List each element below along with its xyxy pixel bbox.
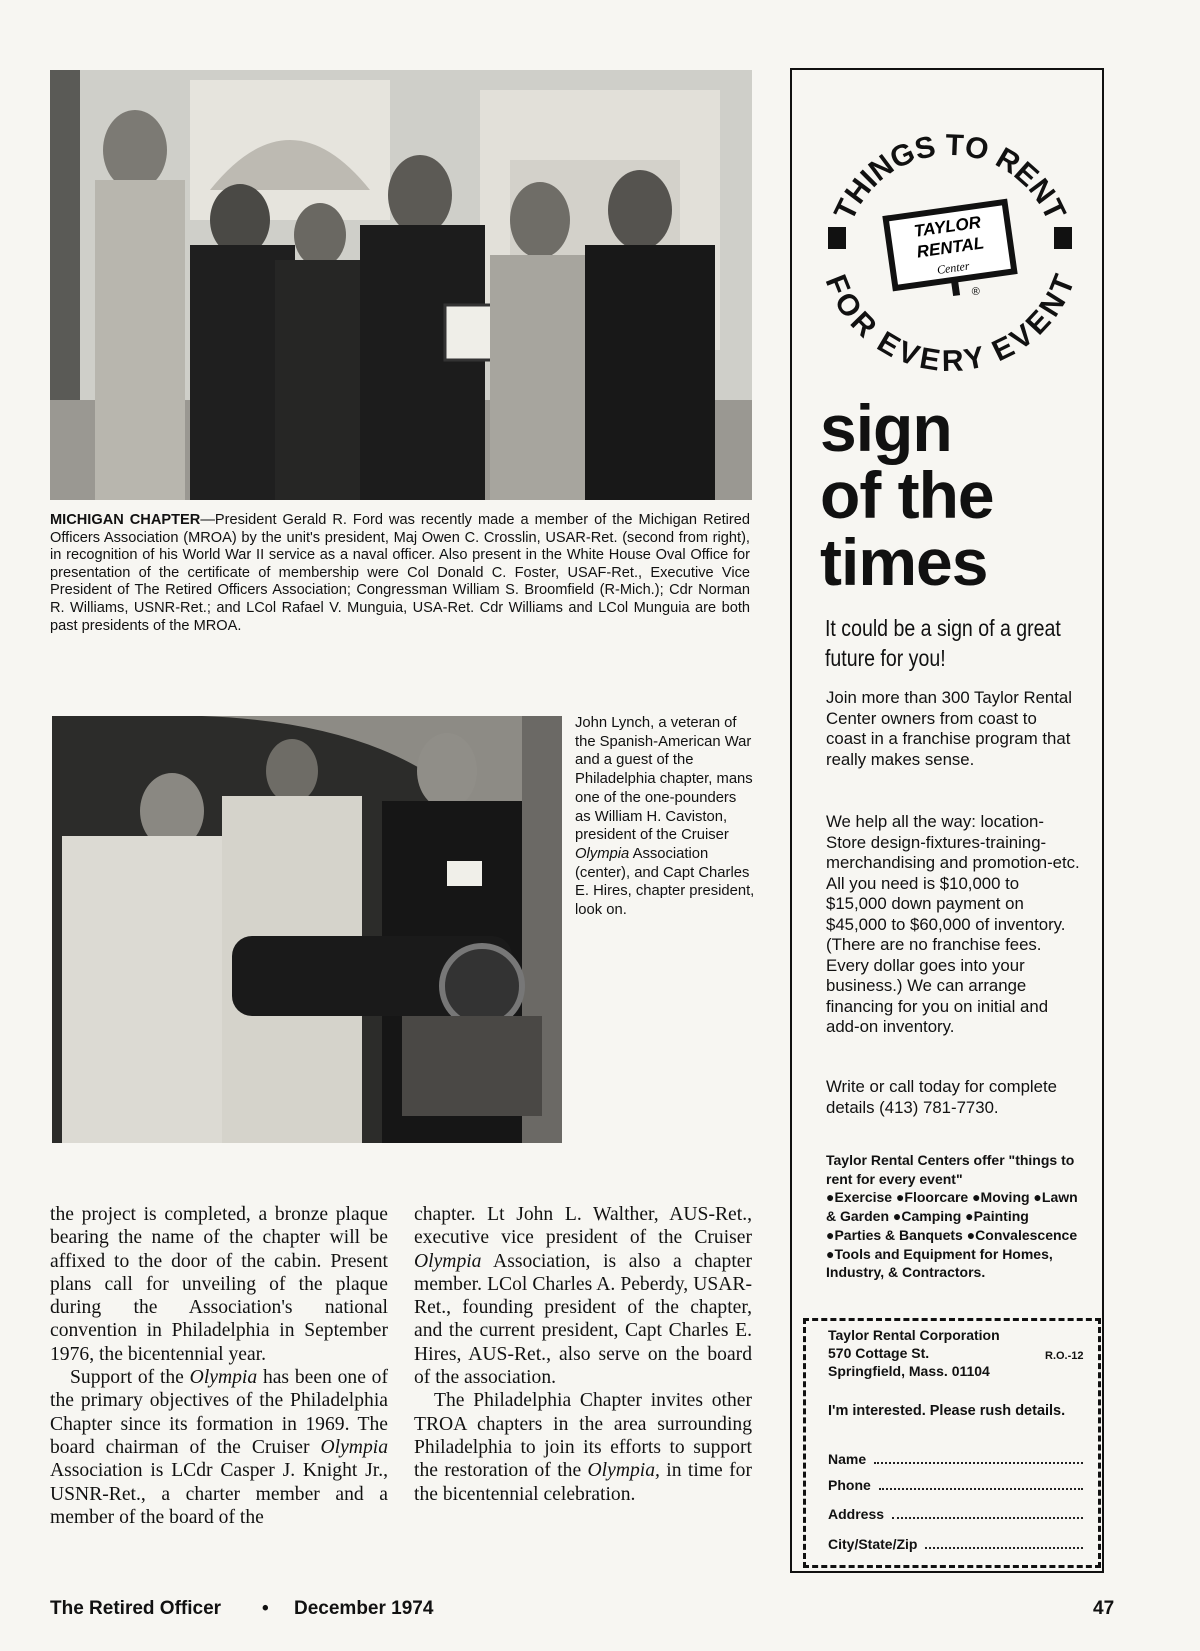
coupon-address-label: Address (828, 1506, 885, 1522)
coupon-phone-field[interactable] (879, 1476, 1083, 1490)
ad-offer: Taylor Rental Centers offer "things to rent for every event" ●Exercise ●Floorcare ●Moving ●Lawn & Garden ●Camping ●Painting ●Parties & Banquets ●Convalescence ●Tools and Equipment for Homes, Industry, & Contractors. (826, 1152, 1078, 1281)
ad-tagline: It could be a sign of a great future for you! (825, 615, 1061, 671)
ad-paragraph-3: Write or call today for complete details (413) 781-7730. (826, 1077, 1057, 1117)
caption-italic: Olympia (575, 845, 630, 862)
logo-square-right (1054, 227, 1072, 249)
ad-paragraph-1: Join more than 300 Taylor Rental Center owners from coast to coast in a franchise program that really makes sense. (826, 688, 1072, 769)
article-paragraph: Support of the Olympia has been one of the primary objectives of the Philadelphia Chapter since its formation in 1969. The board chairman of the Cruiser Olympia Association is LCdr Casper J. Knight Jr., USNR-Ret., a charter member and a member of the board of the (50, 1367, 389, 1528)
coupon-name-row[interactable] (828, 1450, 1083, 1468)
caption-text: Association (center), and Capt Charles E. Hires, chapter president, look on. (575, 845, 755, 919)
logo-sign-line2: RENTAL (915, 233, 986, 262)
logo-square-left (828, 227, 846, 249)
coupon-address-row[interactable] (828, 1505, 1083, 1523)
coupon-name-field[interactable] (874, 1450, 1083, 1464)
ad-headline: sign of the times (820, 391, 994, 599)
coupon-company: Taylor Rental Corporation (828, 1327, 1000, 1343)
logo-bottom-text: FOR EVERY EVENT (818, 270, 1082, 378)
taylor-rental-logo (810, 110, 1090, 390)
photo-caption-lynch (575, 714, 755, 920)
coupon-phone-row[interactable] (828, 1476, 1083, 1494)
coupon-name-label: Name (828, 1451, 867, 1467)
coupon-city-label: City/State/Zip (828, 1536, 918, 1552)
footer-magazine-name: The Retired Officer (50, 1598, 222, 1619)
coupon-phone-label: Phone (828, 1477, 871, 1493)
coupon-code: R.O.-12 (1045, 1350, 1084, 1362)
coupon-city-row[interactable] (828, 1535, 1083, 1553)
article-paragraph: the project is completed, a bronze plaque bearing the name of the chapter will be affixed to the door of the cabin. Present plans call for unveiling of the plaque during the Association's national convention in Philadelphia in September 1976, the bicentennial year. (50, 1204, 388, 1365)
coupon-interest: I'm interested. Please rush details. (828, 1403, 1066, 1419)
coupon-city: Springfield, Mass. 01104 (828, 1363, 990, 1379)
coupon-city-field[interactable] (925, 1535, 1083, 1549)
svg-text:FOR EVERY EVENT (819, 270, 1082, 378)
photo-oval-office (50, 70, 752, 500)
logo-registered: ® (970, 285, 981, 299)
footer-bullet: • (262, 1598, 269, 1619)
coupon-street: 570 Cottage St. (828, 1345, 930, 1361)
photo-caption-michigan (50, 512, 750, 635)
article-paragraph: chapter. Lt John L. Walther, AUS-Ret., executive vice president of the Cruiser Olympia Association, is also a chapter member. LCol Charles A. Peberdy, USAR-Ret., founding president of the chapter, and the current president, Capt Charles E. Hires, AUS-Ret., also serve on the board of the association. (414, 1204, 752, 1389)
ad-paragraph-2: We help all the way: location-Store design-fixtures-training-merchandising and promotion-etc. All you need is $10,000 to $15,000 down payment on $45,000 to $60,000 of inventory. (There are no franchise fees. Every dollar goes into your business.) We can arrange financing for you on initial and add-on inventory. (826, 812, 1080, 1036)
logo-top-text: THINGS TO RENT (828, 128, 1072, 226)
coupon-address-field[interactable] (892, 1505, 1083, 1519)
article-column-2 (414, 1203, 752, 1506)
footer-date: December 1974 (294, 1598, 434, 1619)
logo-sign-line3: Center (936, 258, 971, 277)
caption-heading: MICHIGAN CHAPTER (50, 512, 201, 528)
photo-olympia-gun (52, 716, 562, 1143)
logo-sign-line1: TAYLOR (912, 212, 983, 241)
footer-page-number: 47 (1093, 1598, 1115, 1619)
caption-body: —President Gerald R. Ford was recently made a member of the Michigan Retired Officers Association (MROA) by the unit's president, Maj Owen C. Crosslin, USAR-Ret. (second from right), in recognition of his World War II service as a naval officer. Also present in the White House Oval Office for presentation of the certificate of membership were Col Donald C. Foster, USAF-Ret., Executive Vice President of The Retired Officers Association; Congressman William S. Broomfield (R-Mich.); Cdr Norman R. Williams, USNR-Ret.; and LCol Rafael V. Munguia, USA-Ret. Cdr Williams and LCol Munguia are both past presidents of the MROA. (50, 512, 750, 634)
article-paragraph: The Philadelphia Chapter invites other TROA chapters in the area surrounding Philadelphia to join its efforts to support the restoration of the Olympia, in time for the bicentennial celebration. (414, 1390, 752, 1505)
article-column-1 (50, 1203, 388, 1529)
caption-text: John Lynch, a veteran of the Spanish-American War and a guest of the Philadelphia chapter, mans one of the one-pounders as William H. Caviston, president of the Cruiser (575, 715, 753, 844)
